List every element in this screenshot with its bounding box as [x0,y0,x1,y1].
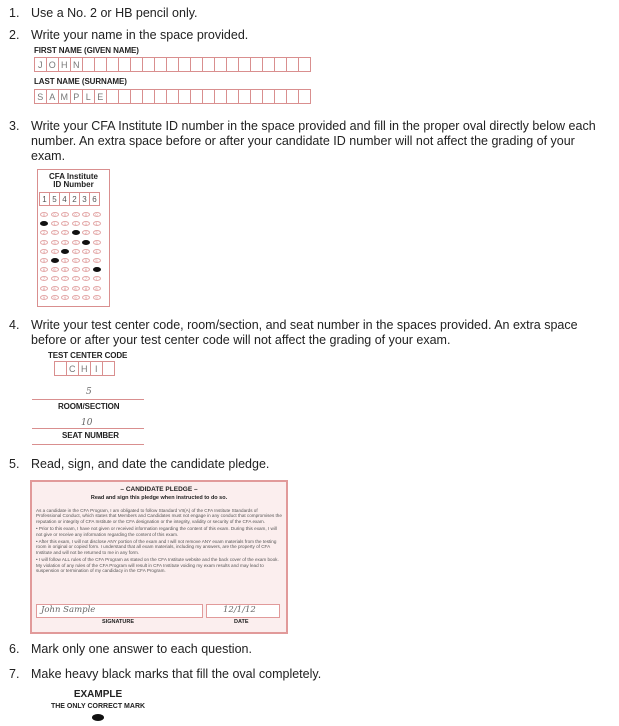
step-number: 6. [9,642,20,656]
empty-oval[interactable]: 2 [61,230,69,235]
step-number: 7. [9,667,20,681]
empty-oval[interactable]: 7 [82,276,90,281]
test-center-label: TEST CENTER CODE [48,351,128,360]
signature-value: John Sample [41,605,96,615]
pledge-bullet: • After this exam, I will not disclose ANY portion of the exam and I will not remove ANY exam materials from the testing room in original or copied form. I understand that all exam materials, including my answers, are the property of CFA Institute and will not be returned to me in any form. [36,539,277,555]
empty-oval[interactable]: 4 [40,249,48,254]
step-number: 2. [9,28,20,42]
pledge-intro: As a candidate in the CFA Program, I am obligated to follow Standard VII(A) of the CFA Institute Standards of Professional Conduct, which states that Members and Candidates must not engage in any conduct that compromises the reputation or integrity of CFA Institute or the CFA designation or the integrity, validity or security of the CFA exam. [36,508,282,524]
empty-oval[interactable]: 1 [93,221,101,226]
last-name-boxes[interactable] [34,89,310,104]
test-center-code-boxes[interactable] [54,361,114,376]
cfa-id-digit-box[interactable]: 5 [49,192,60,206]
candidate-pledge [30,480,288,634]
empty-oval[interactable]: 1 [82,221,90,226]
cfa-id-grid [37,169,110,307]
step-text: Write your test center code, room/section, and seat number in the spaces provided. An extra space before or after your test center code will not affect the grading of your exam. [31,318,578,347]
step-text: Write your name in the space provided. [31,28,249,42]
empty-oval[interactable]: 7 [40,276,48,281]
empty-oval[interactable]: 6 [61,267,69,272]
step-number: 1. [9,6,20,20]
filled-oval[interactable] [82,240,90,245]
empty-oval[interactable]: 6 [51,267,59,272]
name-letter-box[interactable]: E [94,89,107,104]
empty-oval[interactable]: 0 [51,212,59,217]
room-line [32,399,144,400]
name-letter-box[interactable]: M [58,89,71,104]
empty-oval[interactable]: 8 [72,286,80,291]
empty-oval[interactable]: 4 [72,249,80,254]
empty-oval[interactable]: 0 [82,212,90,217]
empty-oval[interactable]: 0 [93,212,101,217]
empty-oval[interactable]: 9 [40,295,48,300]
oval-row [40,219,103,228]
cfa-id-title-line1: CFA Institute [48,172,99,181]
example-filled-oval [92,714,104,721]
step-number: 3. [9,119,20,133]
filled-oval[interactable] [72,230,80,235]
filled-oval[interactable] [93,267,101,272]
step-number: 5. [9,457,20,471]
filled-oval[interactable] [51,258,59,263]
empty-oval[interactable]: 6 [82,267,90,272]
empty-oval[interactable]: 9 [82,295,90,300]
step-text: Mark only one answer to each question. [31,642,252,656]
cfa-id-digit-box[interactable]: 6 [89,192,100,206]
name-letter-box[interactable]: S [34,89,47,104]
empty-oval[interactable]: 9 [72,295,80,300]
empty-oval[interactable]: 8 [82,286,90,291]
empty-oval[interactable]: 2 [82,230,90,235]
empty-oval[interactable]: 0 [72,212,80,217]
cfa-id-digit-box[interactable]: 2 [69,192,80,206]
cfa-id-digit-box[interactable]: 3 [79,192,90,206]
step-number: 4. [9,318,20,332]
empty-oval[interactable]: 9 [51,295,59,300]
center-code-box[interactable]: I [90,361,103,376]
seat-value: 10 [81,418,93,428]
cfa-id-title-line2: ID Number [53,180,94,189]
name-letter-box[interactable]: N [70,57,83,72]
empty-oval[interactable]: 5 [72,258,80,263]
pledge-body [36,508,282,575]
empty-oval[interactable]: 1 [51,221,59,226]
step-text: Read, sign, and date the candidate pledge. [31,457,270,471]
empty-oval[interactable]: 2 [40,230,48,235]
empty-oval[interactable]: 1 [61,221,69,226]
oval-row [40,284,103,293]
oval-row [40,210,103,219]
empty-oval[interactable]: 3 [40,240,48,245]
empty-oval[interactable]: 1 [72,221,80,226]
name-letter-box[interactable] [298,57,311,72]
empty-oval[interactable]: 5 [82,258,90,263]
empty-oval[interactable]: 3 [93,240,101,245]
oval-row [40,293,103,302]
oval-row [40,238,103,247]
center-code-box[interactable]: C [66,361,79,376]
pledge-title: – CANDIDATE PLEDGE – [120,486,198,493]
room-label: ROOM/SECTION [58,402,120,411]
empty-oval[interactable]: 4 [93,249,101,254]
name-letter-box[interactable]: J [34,57,47,72]
pledge-subtitle: Read and sign this pledge when instructed to do so. [90,495,228,501]
cfa-id-oval-grid[interactable] [40,210,103,302]
empty-oval[interactable]: 4 [82,249,90,254]
signature-label: SIGNATURE [102,619,134,625]
empty-oval[interactable]: 0 [61,212,69,217]
cfa-id-digit-box[interactable]: 1 [39,192,50,206]
empty-oval[interactable]: 3 [61,240,69,245]
pledge-bullet: • I will follow ALL rules of the CFA Program as stated on the CFA Institute website and the back cover of the exam book. My violation of any rules of the CFA Program will result in CFA Institute voiding my exam results and may lead to suspension or termination of my candidacy in the CFA Program. [36,557,279,574]
example-subtitle: THE ONLY CORRECT MARK [50,703,146,710]
filled-oval[interactable] [40,221,48,226]
empty-oval[interactable]: 8 [61,286,69,291]
empty-oval[interactable]: 7 [93,276,101,281]
first-name-label: FIRST NAME (GIVEN NAME) [34,46,139,55]
step-text: Use a No. 2 or HB pencil only. [31,6,198,20]
seat-bottom-line [32,444,144,445]
date-field[interactable] [206,604,280,618]
name-letter-box[interactable]: P [70,89,83,104]
room-value: 5 [86,387,92,397]
oval-row [40,265,103,274]
empty-oval[interactable]: 7 [51,276,59,281]
empty-oval[interactable]: 3 [51,240,59,245]
cfa-id-digit-boxes[interactable] [39,192,99,206]
center-code-box[interactable]: H [78,361,91,376]
signature-field[interactable] [36,604,203,618]
empty-oval[interactable]: 6 [72,267,80,272]
empty-oval[interactable]: 5 [93,258,101,263]
empty-oval[interactable]: 2 [93,230,101,235]
name-letter-box[interactable] [298,89,311,104]
empty-oval[interactable]: 5 [40,258,48,263]
oval-row [40,256,103,265]
empty-oval[interactable]: 7 [72,276,80,281]
date-value: 12/1/12 [223,605,256,615]
empty-oval[interactable]: 0 [40,212,48,217]
oval-row [40,274,103,283]
empty-oval[interactable]: 6 [40,267,48,272]
empty-oval[interactable]: 5 [61,258,69,263]
empty-oval[interactable]: 4 [51,249,59,254]
step-text: Write your CFA Institute ID number in the space provided and fill in the proper oval directly below each number. An extra space before or after your candidate ID number will not affect the grading of your exam. [31,119,596,163]
example-title: EXAMPLE [73,689,123,700]
filled-oval[interactable] [61,249,69,254]
last-name-label: LAST NAME (SURNAME) [34,77,127,86]
empty-oval[interactable]: 8 [51,286,59,291]
empty-oval[interactable]: 3 [72,240,80,245]
empty-oval[interactable]: 9 [61,295,69,300]
empty-oval[interactable]: 8 [93,286,101,291]
name-letter-box[interactable]: H [58,57,71,72]
date-label: DATE [234,619,249,625]
first-name-boxes[interactable] [34,57,310,72]
seat-line [32,428,144,429]
empty-oval[interactable]: 9 [93,295,101,300]
oval-row [40,247,103,256]
pledge-bullet: • Prior to this exam, I have not given or received information regarding the content of this exam. During this exam, I will not give or receive any information regarding the content of this exam. [36,526,277,537]
center-code-box[interactable] [102,361,115,376]
name-letter-box[interactable]: A [46,89,59,104]
empty-oval[interactable]: 2 [51,230,59,235]
oval-row [40,228,103,237]
empty-oval[interactable]: 8 [40,286,48,291]
name-letter-box[interactable]: O [46,57,59,72]
empty-oval[interactable]: 7 [61,276,69,281]
name-letter-box[interactable]: L [82,89,95,104]
cfa-id-digit-box[interactable]: 4 [59,192,70,206]
seat-label: SEAT NUMBER [62,431,119,440]
step-text: Make heavy black marks that fill the oval completely. [31,667,322,681]
